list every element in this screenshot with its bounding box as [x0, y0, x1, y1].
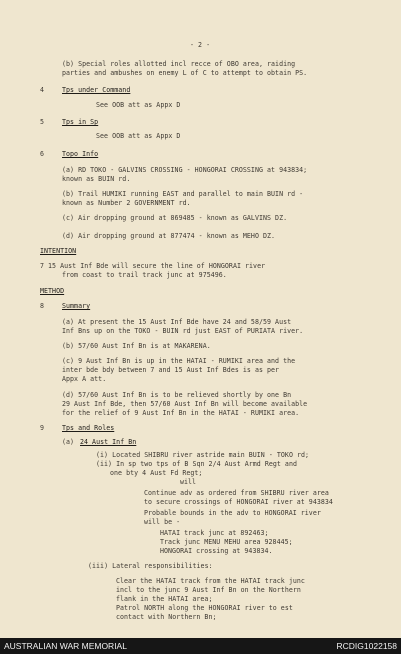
- text-line: Clear the HATAI track from the HATAI track junc: [116, 577, 305, 585]
- text-line: will be -: [144, 518, 181, 526]
- section-heading: Tps under Command: [62, 86, 131, 94]
- text-line: from coast to trail track junc at 975496.: [62, 271, 227, 279]
- text-line: (i) Located SHIBRU river astride main BUIN - TOKO rd;: [96, 451, 310, 459]
- footer-id: RCDIG1022158: [336, 641, 397, 651]
- text-line: to secure crossings of HONGORAI river at 943834: [144, 498, 333, 506]
- text-line: Appx A att.: [62, 375, 107, 383]
- text-line: contact with Northern Bn;: [116, 613, 217, 621]
- text-line: 29 Aust Inf Bde, then 57/60 Aust Inf Bn will become available: [62, 400, 308, 408]
- footer-bar: [0, 638, 401, 654]
- section-heading: METHOD: [40, 287, 65, 295]
- para-number: 8: [40, 302, 45, 310]
- text-line: parties and ambushes on enemy L of C to attempt to obtain PS.: [62, 69, 308, 77]
- text-line: (d) Air dropping ground at 877474 - known as MEHO DZ.: [62, 232, 276, 240]
- text-line: (a) RD TOKO - GALVINS CROSSING - HONGORAI CROSSING at 943834;: [62, 166, 308, 174]
- text-line: Patrol NORTH along the HONGORAI river to est: [116, 604, 293, 612]
- text-line: for the relief of 9 Aust Inf Bn in the HATAI - RUMIKI area.: [62, 409, 300, 417]
- text-line: (iii) Lateral responsibilities:: [88, 562, 213, 570]
- text-line: one bty 4 Aust Fd Regt;: [110, 469, 203, 477]
- section-heading: Topo Info: [62, 150, 99, 158]
- section-heading: INTENTION: [40, 247, 77, 255]
- para-number: 9: [40, 424, 45, 432]
- para-number: 4: [40, 86, 45, 94]
- text-line: (c) 9 Aust Inf Bn is up in the HATAI - RUMIKI area and the: [62, 357, 296, 365]
- section-heading: Tps and Roles: [62, 424, 115, 432]
- text-line: (b) Special roles allotted incl recce of OBO area, raiding: [62, 60, 296, 68]
- text-line: will: [180, 478, 197, 486]
- text-line: Track junc MENU MEHU area 928445;: [160, 538, 293, 546]
- text-line: (c) Air dropping ground at 869485 - known as GALVINS DZ.: [62, 214, 288, 222]
- text-line: Continue adv as ordered from SHIBRU river area: [144, 489, 329, 497]
- sub-heading: 24 Aust Inf Bn: [80, 438, 137, 446]
- text-line: (d) 57/60 Aust Inf Bn is to be relieved shortly by one Bn: [62, 391, 292, 399]
- section-heading: Summary: [62, 302, 91, 310]
- sub-para-label: (a): [62, 438, 75, 446]
- text-line: HATAI track junc at 892463;: [160, 529, 269, 537]
- text-line: known as BUIN rd.: [62, 175, 131, 183]
- text-line: Probable bounds in the adv to HONGORAI river: [144, 509, 321, 517]
- text-line: Inf Bns up on the TOKO - BUIN rd just EAST of PURIATA river.: [62, 327, 304, 335]
- text-line: (b) 57/60 Aust Inf Bn is at MAKARENA.: [62, 342, 211, 350]
- section-heading: Tps in Sp: [62, 118, 99, 126]
- text-line: inter bde bdy between 7 and 15 Aust Inf Bdes is as per: [62, 366, 280, 374]
- text-line: incl to the junc 9 Aust Inf Bn on the Northern: [116, 586, 301, 594]
- text-line: HONGORAI crossing at 943834.: [160, 547, 273, 555]
- text-line: flank in the HATAI area;: [116, 595, 213, 603]
- text-line: (a) At present the 15 Aust Inf Bde have 24 and 58/59 Aust: [62, 318, 292, 326]
- text-line: See OOB att as Appx D: [96, 132, 181, 140]
- para-number: 6: [40, 150, 45, 158]
- text-line: (b) Trail HUMIKI running EAST and parallel to main BUIN rd -: [62, 190, 304, 198]
- text-line: known as Number 2 GOVERNMENT rd.: [62, 199, 191, 207]
- footer-source: AUSTRALIAN WAR MEMORIAL: [4, 641, 127, 651]
- text-line: See OOB att as Appx D: [96, 101, 181, 109]
- text-line: (ii) In sp two tps of B Sqn 2/4 Aust Armd Regt and: [96, 460, 297, 468]
- page-number: - 2 -: [190, 41, 211, 49]
- para-number: 5: [40, 118, 45, 126]
- text-line: 7 15 Aust Inf Bde will secure the line of HONGORAI river: [40, 262, 266, 270]
